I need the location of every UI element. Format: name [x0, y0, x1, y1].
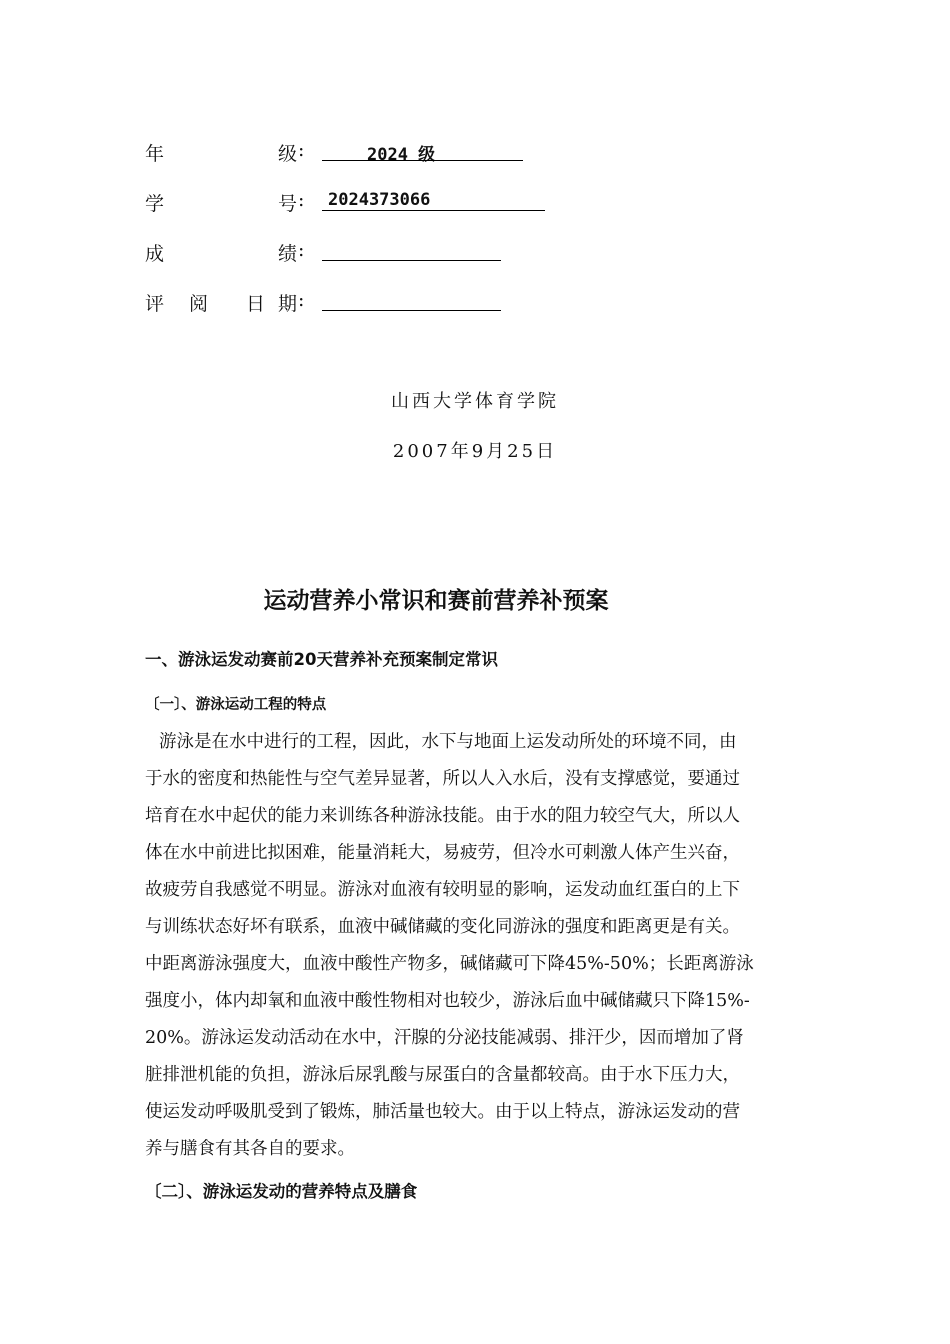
review-date-underline: [322, 310, 501, 311]
cover-date: 2007年9月25日: [392, 441, 558, 462]
student-id-label-char-2: 号: [278, 193, 298, 215]
subsection-1-heading: 〔一〕、游泳运动工程的特点: [145, 697, 327, 713]
grade-colon: :: [298, 139, 305, 161]
review-date-label-char-1: 评: [145, 293, 165, 315]
review-date-label-char-3: 日: [246, 293, 266, 315]
paragraph-line: 于水的密度和热能性与空气差异显著，所以人入水后，没有支撑感觉，要通过: [145, 769, 740, 789]
document-title: 运动营养小常识和赛前营养补预案: [263, 588, 609, 614]
paragraph-line: 故疲劳自我感觉不明显。游泳对血液有较明显的影响，运发动血红蛋白的上下: [145, 880, 740, 900]
review-date-label-char-4: 期: [278, 293, 298, 315]
review-date-colon: :: [298, 289, 305, 311]
score-label-char-2: 绩: [278, 243, 298, 265]
review-date-label-char-2: 阅: [189, 293, 209, 315]
paragraph-line: 中距离游泳强度大，血液中酸性产物多，碱储藏可下降45%-50%；长距离游泳: [145, 954, 754, 974]
grade-value: 2024 级: [367, 145, 436, 165]
score-colon: :: [298, 239, 305, 261]
student-id-underline: [322, 210, 545, 211]
paragraph-line: 使运发动呼吸肌受到了锻炼，肺活量也较大。由于以上特点，游泳运发动的营: [145, 1102, 740, 1122]
institution-name: 山西大学体育学院: [391, 391, 559, 412]
student-id-colon: :: [298, 189, 305, 211]
subsection-2-heading: 〔二〕、游泳运发动的营养特点及膳食: [145, 1182, 418, 1201]
paragraph-line: 养与膳食有其各自的要求。: [145, 1139, 355, 1159]
paragraph-line: 游泳是在水中进行的工程，因此，水下与地面上运发动所处的环境不同，由: [159, 732, 737, 752]
paragraph-line: 强度小，体内却氧和血液中酸性物相对也较少，游泳后血中碱储藏只下降15%-: [145, 991, 750, 1011]
paragraph-line: 培育在水中起伏的能力来训练各种游泳技能。由于水的阻力较空气大，所以人: [145, 806, 740, 826]
score-label-char-1: 成: [145, 243, 165, 265]
grade-underline: [322, 160, 523, 161]
paragraph-line: 脏排泄机能的负担，游泳后尿乳酸与尿蛋白的含量都较高。由于水下压力大，: [145, 1065, 740, 1085]
paragraph-line: 与训练状态好坏有联系，血液中碱储藏的变化同游泳的强度和距离更是有关。: [145, 917, 740, 937]
student-id-label-char-1: 学: [145, 193, 165, 215]
paragraph-line: 20%。游泳运发动活动在水中，汗腺的分泌技能减弱、排汗少，因而增加了肾: [145, 1028, 744, 1048]
grade-label-char-2: 级: [278, 143, 298, 165]
paragraph-line: 体在水中前进比拟困难，能量消耗大，易疲劳，但冷水可刺激人体产生兴奋，: [145, 843, 740, 863]
grade-label-char-1: 年: [145, 143, 165, 165]
student-id-value: 2024373066: [328, 190, 431, 210]
section-1-heading: 一、游泳运发动赛前20天营养补充预案制定常识: [145, 650, 498, 669]
score-underline: [322, 260, 501, 261]
